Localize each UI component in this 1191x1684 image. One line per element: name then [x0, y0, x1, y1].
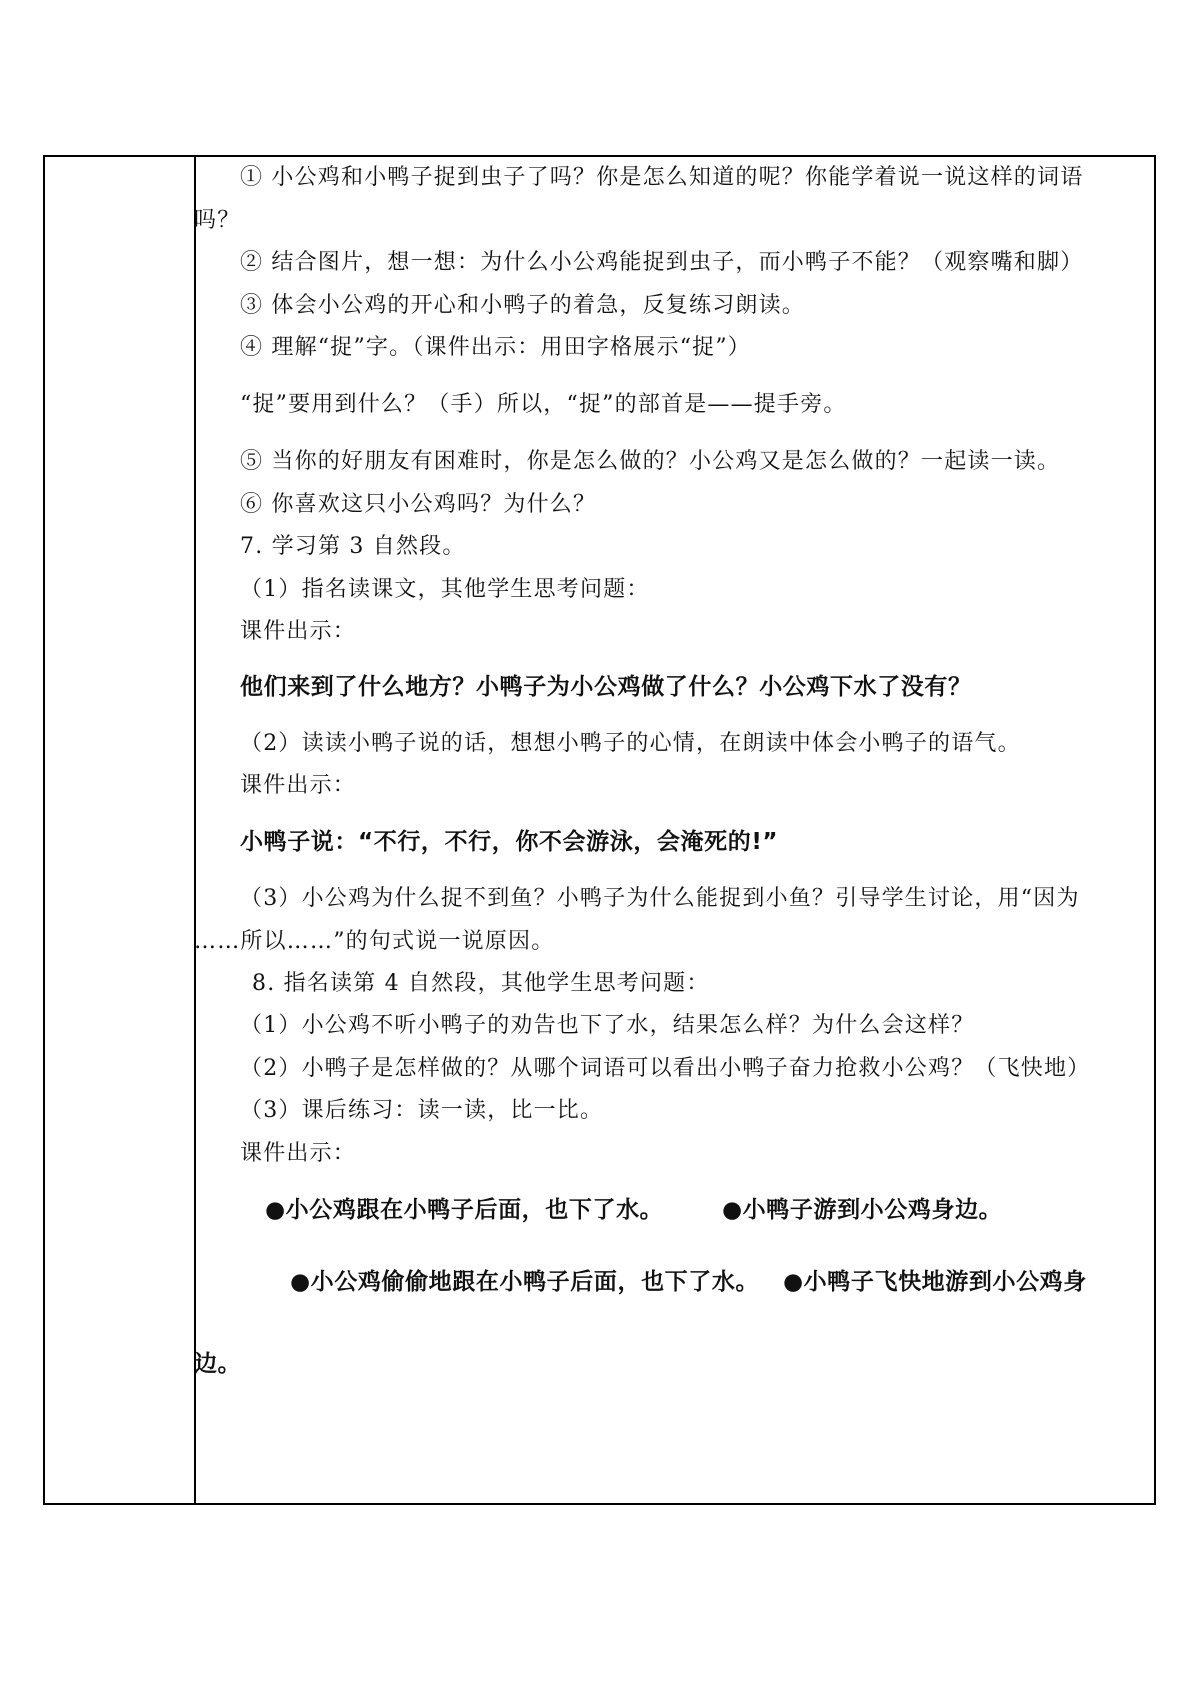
text-line: （1）指名读课文，其他学生思考问题：: [240, 577, 650, 602]
compare-sentence: ●小公鸡偷偷地跟在小鸭子后面，也下了水。: [290, 1269, 760, 1295]
text-line: （2）读读小鸭子说的话，想想小鸭子的心情，在朗读中体会小鸭子的语气。: [240, 731, 1021, 756]
compare-sentence: ●小鸭子游到小公鸡身边。: [722, 1197, 1003, 1223]
text-line: （3）小公鸡为什么捉不到鱼？小鸭子为什么能捉到小鱼？引导学生讨论，用“因为: [240, 886, 1080, 911]
text-line: ② 结合图片，想一想：为什么小公鸡能捉到虫子，而小鸭子不能？（观察嘴和脚）: [240, 250, 1084, 275]
text-line: 课件出示：: [240, 773, 357, 798]
text-line: ……所以……”的句式说一说原因。: [194, 929, 555, 954]
compare-sentence: ●小公鸡跟在小鸭子后面，也下了水。: [265, 1197, 664, 1223]
text-line: （1）小公鸡不听小鸭子的劝告也下了水，结果怎么样？为什么会这样？: [240, 1013, 975, 1038]
text-line: “捉”要用到什么？（手）所以，“捉”的部首是——提手旁。: [240, 392, 847, 417]
courseware-question: 他们来到了什么地方？小鸭子为小公鸡做了什么？小公鸡下水了没有？: [240, 674, 972, 700]
text-line: ③ 体会小公鸡的开心和小鸭子的着急，反复练习朗读。: [240, 293, 805, 318]
compare-sentence: ●小鸭子飞快地游到小公鸡身: [783, 1269, 1087, 1295]
compare-sentence: 边。: [194, 1351, 242, 1377]
text-line: （2）小鸭子是怎样做的？从哪个词语可以看出小鸭子奋力抢救小公鸡？（飞快地）: [240, 1056, 1091, 1081]
text-line: 吗？: [194, 208, 241, 233]
lesson-table: [43, 155, 1156, 1505]
text-line: ① 小公鸡和小鸭子捉到虫子了吗？你是怎么知道的呢？你能学着说一说这样的词语: [240, 165, 1084, 190]
text-line: ⑤ 当你的好朋友有困难时，你是怎么做的？小公鸡又是怎么做的？一起读一读。: [240, 449, 1061, 474]
text-line: （3）课后练习：读一读，比一比。: [240, 1098, 604, 1123]
courseware-quote: 小鸭子说：“不行，不行，你不会游泳，会淹死的!”: [240, 829, 779, 855]
text-line: 8. 指名读第 4 自然段，其他学生思考问题：: [252, 971, 710, 996]
text-line: ⑥ 你喜欢这只小公鸡吗？为什么？: [240, 492, 597, 517]
text-line: ④ 理解“捉”字。（课件出示：用田字格展示“捉”）: [240, 335, 751, 360]
text-line: 课件出示：: [240, 1141, 357, 1166]
text-line: 7. 学习第 3 自然段。: [240, 534, 466, 559]
content-cell: [45, 157, 1154, 1503]
text-line: 课件出示：: [240, 619, 357, 644]
